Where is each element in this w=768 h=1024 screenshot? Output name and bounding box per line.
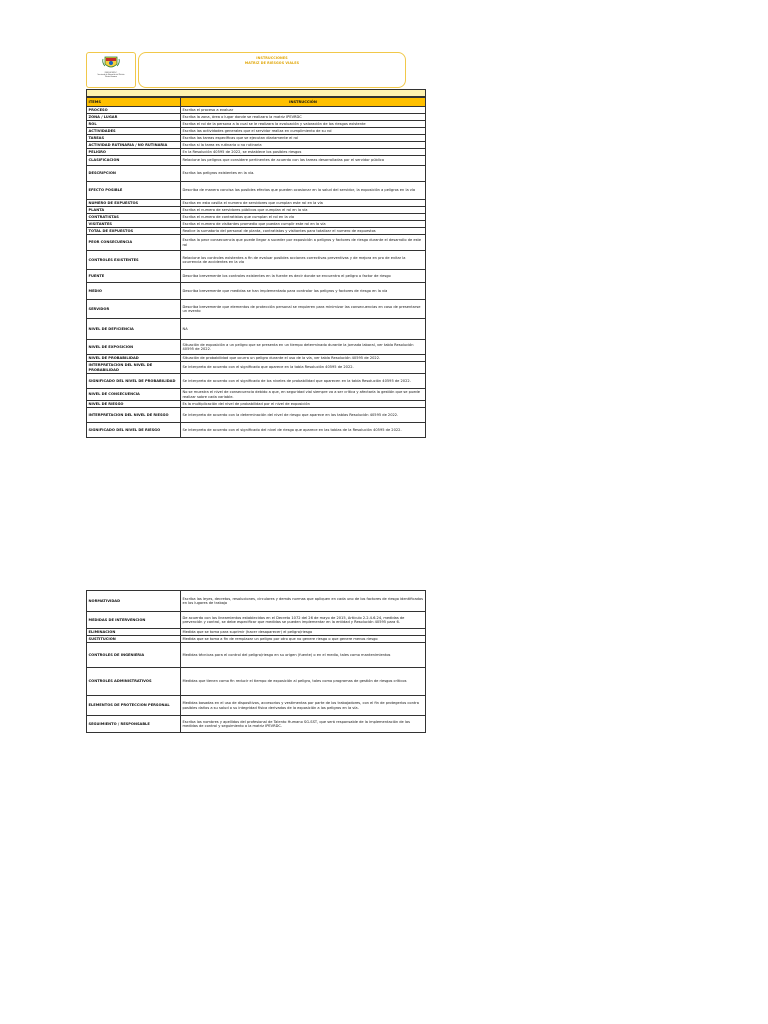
item-label: CONTROLES ADMINISTRATIVOS: [87, 668, 181, 696]
table-row: [87, 401, 426, 408]
instruction-text: Realice la sumatoria del personal de planta, contratistas y visitantes para totalizar el numero de expuestos: [181, 228, 426, 235]
instruction-text: Escriba las leyes, decretos, resoluciones, circulares y demás normas que apliquen en cada uno de los factores de riesgo identificados en los lugares de trabajo: [181, 591, 426, 612]
title-box: [138, 52, 406, 88]
item-label: CONTROLES DE INGENIERIA: [87, 643, 181, 668]
table-row: [87, 270, 426, 283]
item-label: NIVEL DE EXPOSICION: [87, 340, 181, 355]
item-label: NUMERO DE EXPUESTOS: [87, 200, 181, 207]
instructions-table: [86, 97, 426, 438]
table-row: [87, 643, 426, 668]
instruction-text: Describa brevemente los controles existentes en la fuente es decir donde se encuentra el peligro o factor de riesgo: [181, 270, 426, 283]
table-row: [87, 300, 426, 319]
table-row: [87, 235, 426, 251]
column-header-instruction: INSTRUCCIÓN: [181, 98, 426, 107]
table-row: [87, 166, 426, 182]
instruction-text: Medida que se toma a fin de remplazar un peligro por otro que no genere riesgo o que genere menos riesgo: [181, 636, 426, 643]
item-label: DESCRIPCION: [87, 166, 181, 182]
item-label: PELIGRO: [87, 149, 181, 156]
instruction-text: Situación de exposición a un peligro que se presenta en un tiempo determinado durante la jornada laboral, ver tabla Resolución 40595 de 2022.: [181, 340, 426, 355]
instruction-text: Describa brevemente que medidas se han implementado para controlar los peligros y factores de riesgo en la vía: [181, 283, 426, 300]
instruction-text: De acuerdo con los lineamientos establecidos en el Decreto 1072 del 26 de mayo de 2015, Artículo 2.2.4.6.24, medidas de prevención y control, se debe especificar que medidas se pueden implementar en la entidad y Resolución 40595 para 6.: [181, 612, 426, 629]
item-label: PROCESO: [87, 107, 181, 114]
item-label: PLANTA: [87, 207, 181, 214]
table-row: [87, 389, 426, 401]
item-label: NIVEL DE DEFICIENCIA: [87, 319, 181, 340]
instruction-text: En la Resolución 40595 de 2022, se establece los posibles riesgos: [181, 149, 426, 156]
instruction-text: Escriba la zona, área o lugar donde se realizara la matriz IPEVRDC: [181, 114, 426, 121]
table-row: [87, 374, 426, 389]
item-label: VISITANTES: [87, 221, 181, 228]
logo-line: DE BOGOTÁ D.C.: [104, 73, 118, 74]
table-row: [87, 636, 426, 643]
table-row: [87, 214, 426, 221]
instruction-text: Medida que se toma para suprimir (hacer desaparecer) el peligro/riesgo: [181, 629, 426, 636]
table-row: [87, 668, 426, 696]
table-row: [87, 135, 426, 142]
instruction-text: Situación de probabilidad que ocurra un peligro durante el uso de la vía, ver tabla Resolución 40595 de 2022.: [181, 355, 426, 362]
item-label: NIVEL DE PROBABILIDAD: [87, 355, 181, 362]
table-row: [87, 408, 426, 423]
document-header: [86, 52, 406, 88]
table-header-row: [87, 98, 426, 107]
table-row: [87, 716, 426, 733]
document-subtitle: MATRIZ DE RIESGOS VIALES: [244, 61, 300, 65]
instruction-text: No se muestra el nivel de consecuencia debido a que, en seguridad vial siempre va a ser crítica y afectaría la gestión que se puede realizar sobre cada variable.: [181, 389, 426, 401]
instruction-text: Relacione los peligros que considere pertinentes de acuerdo con las tareas desarrolladas por el servidor público: [181, 156, 426, 166]
instruction-text: Escriba las actividades generales que el servidor realiza en cumplimiento de su rol: [181, 128, 426, 135]
logo-line: ALCALDÍA MAYOR: [104, 71, 118, 72]
instruction-text: Se interpreta de acuerdo con el significado de los niveles de probabilidad que aparecen en la tabla Resolución 40595 de 2022.: [181, 374, 426, 389]
instruction-text: Escriba el proceso a evaluar: [181, 107, 426, 114]
document-title: INSTRUCCIONES: [256, 56, 288, 60]
table-row: [87, 591, 426, 612]
instruction-text: Medidas basadas en el uso de dispositivos, accesorios y vestimentas por parte de los trabajadores, con el fin de protegerlos contra posibles daños a su salud o su integridad física derivados de la exposición a los peligros en la vía.: [181, 696, 426, 716]
instruction-text: Escriba en esta casilla el numero de servidores que cumplan este rol en la vía: [181, 200, 426, 207]
item-label: ROL: [87, 121, 181, 128]
item-label: CONTROLES EXISTENTES: [87, 251, 181, 270]
table-row: [87, 283, 426, 300]
instruction-text: Es la multiplicación del nivel de probabilidad por el nivel de exposición: [181, 401, 426, 408]
table-row: [87, 423, 426, 438]
item-label: EFECTO POSIBLE: [87, 182, 181, 200]
item-label: SERVIDOR: [87, 300, 181, 319]
table-row: [87, 149, 426, 156]
table-row: [87, 696, 426, 716]
item-label: NIVEL DE CONSECUENCIA: [87, 389, 181, 401]
item-label: ZONA / LUGAR: [87, 114, 181, 121]
table-row: [87, 128, 426, 135]
table-row: [87, 142, 426, 149]
instruction-text: Se interpreta de acuerdo con la determinación del nivel de riesgo que aparece en las tablas Resolución 40595 de 2022.: [181, 408, 426, 423]
table-row: [87, 221, 426, 228]
instruction-text: Escriba si la tarea es rutinaria o no rutinaria: [181, 142, 426, 149]
item-label: INTERPRETACION DEL NIVEL DE RIESGO: [87, 408, 181, 423]
item-label: SUSTITUCION: [87, 636, 181, 643]
instruction-text: Relacione los controles existentes a fin de evaluar posibles acciones correctivas preventivas y de mejora en pro de evitar la ocurrencia de accidentes en la vía: [181, 251, 426, 270]
item-label: PEOR CONSECUENCIA: [87, 235, 181, 251]
item-label: ACTIVIDADES: [87, 128, 181, 135]
item-label: FUENTE: [87, 270, 181, 283]
table-row: [87, 228, 426, 235]
table-row: [87, 612, 426, 629]
logo-line: Secretaría de Educación del Distrito: [97, 75, 125, 76]
table-row: [87, 156, 426, 166]
item-label: INTERPRETACION DEL NIVEL DE PROBABILIDAD: [87, 362, 181, 374]
instruction-text: Escriba el rol de la persona a la cual se le realizara la evaluación y valoración de los riesgos existente: [181, 121, 426, 128]
item-label: ACTIVIDAD RUTINARIA / NO RUTINARIA: [87, 142, 181, 149]
item-label: SIGNIFICADO DEL NIVEL DE RIESGO: [87, 423, 181, 438]
item-label: CLASIFICACION: [87, 156, 181, 166]
table-row: [87, 182, 426, 200]
table-row: [87, 121, 426, 128]
item-label: NORMATIVIDAD: [87, 591, 181, 612]
item-label: MEDIDAS DE INTERVENCION: [87, 612, 181, 629]
instruction-text: NA: [181, 319, 426, 340]
instruction-text: Escriba las tareas específicas que se ejecutan diariamente el rol: [181, 135, 426, 142]
table-row: [87, 200, 426, 207]
measures-table: [86, 590, 426, 733]
instruction-text: Medidas que tienen como fin reducir el tiempo de exposición al peligro, tales como programas de gestión de riesgos críticos: [181, 668, 426, 696]
item-label: MEDIO: [87, 283, 181, 300]
table-row: [87, 629, 426, 636]
instruction-text: Se interpreta de acuerdo con el significado del nivel de riesgo que aparece en las tablas de la Resolución 40595 de 2022.: [181, 423, 426, 438]
header-band: [86, 89, 426, 97]
instruction-text: Escriba el numero de servidores públicos que cumplan el rol en la vía: [181, 207, 426, 214]
item-label: SEGUIMIENTO / RESPONSABLE: [87, 716, 181, 733]
instruction-text: Escriba los nombres y apellidos del profesional de Talento Humano SG-SST, que será responsable de la implementación de las medidas de control y seguimiento a la matriz IPEVRDC.: [181, 716, 426, 733]
logo-box: [86, 52, 136, 88]
item-label: NIVEL DE RIESGO: [87, 401, 181, 408]
item-label: ELIMINACION: [87, 629, 181, 636]
table-row: [87, 251, 426, 270]
table-row: [87, 114, 426, 121]
item-label: CONTRATISTAS: [87, 214, 181, 221]
item-label: ELEMENTOS DE PROTECCION PERSONAL: [87, 696, 181, 716]
logo-line: Talento Humano: [104, 77, 118, 78]
logo-caption: [89, 71, 133, 81]
column-header-items: ITEMS: [87, 98, 181, 107]
instruction-text: Medidas técnicas para el control del peligro/riesgo en su origen (fuente) o en el medio, tales como mantenimientos: [181, 643, 426, 668]
instruction-text: Escriba los peligros existentes en la vía.: [181, 166, 426, 182]
table-row: [87, 207, 426, 214]
item-label: TOTAL DE EXPUESTOS: [87, 228, 181, 235]
instruction-text: Escriba la peor consecuencia que puede llegar a suceder por exposición a peligros y factores de riesgo durante el desarrollo de este rol: [181, 235, 426, 251]
item-label: SIGNIFICADO DEL NIVEL DE PROBABILIDAD: [87, 374, 181, 389]
instruction-text: Escriba el numero de contratistas que cumplan el rol en la vía: [181, 214, 426, 221]
instruction-text: Se interpreta de acuerdo con el significado que aparece en la tabla Resolución 40595 de 2022.: [181, 362, 426, 374]
instruction-text: Describa de manera concisa los posibles efectos que pueden ocasionar en la salud del servidor, la exposición a peligros en la vía: [181, 182, 426, 200]
table-row: [87, 319, 426, 340]
item-label: TAREAS: [87, 135, 181, 142]
table-row: [87, 107, 426, 114]
table-row: [87, 362, 426, 374]
table-row: [87, 355, 426, 362]
coat-of-arms-icon: [102, 55, 120, 71]
instruction-text: Escriba el numero de visitantes promedio que puedan cumplir este rol en la vía: [181, 221, 426, 228]
instruction-text: Describa brevemente que elementos de protección personal se requieren para minimizar las consecuencias en caso de presentarse un evento: [181, 300, 426, 319]
table-row: [87, 340, 426, 355]
